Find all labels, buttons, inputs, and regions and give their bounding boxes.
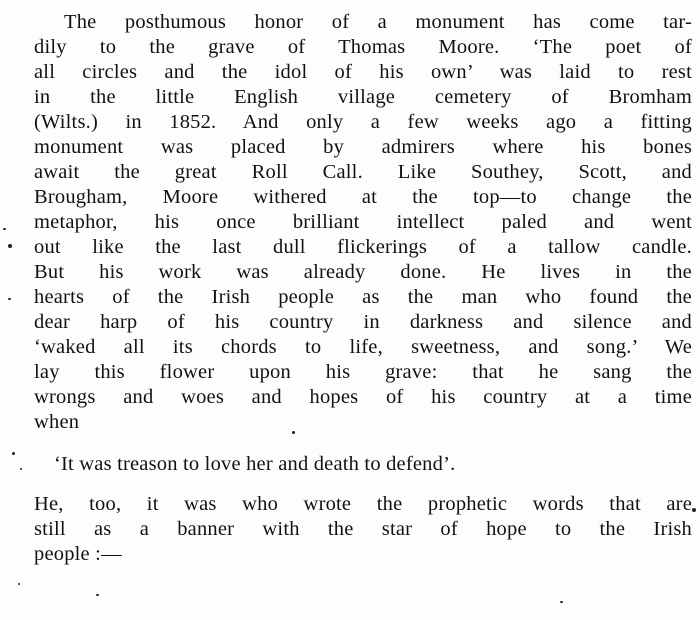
scan-speck: [8, 244, 12, 248]
text-line: wrongs and woes and hopes of his country at a time: [34, 386, 692, 408]
text-line: when: [34, 411, 80, 433]
scan-speck: [96, 594, 99, 596]
scan-speck: [692, 508, 696, 512]
text-line: But his work was already done. He lives in the: [34, 261, 692, 283]
text-line: hearts of the Irish people as the man who found the: [34, 286, 692, 308]
text-line: Brougham, Moore withered at the top—to change the: [34, 186, 692, 208]
text-line: people :—: [34, 543, 122, 565]
text-line: (Wilts.) in 1852. And only a few weeks ago a fitting: [34, 111, 692, 133]
text-line: await the great Roll Call. Like Southey, Scott, and: [34, 161, 692, 183]
scan-speck: [292, 431, 295, 434]
text-line: metaphor, his once brilliant intellect paled and went: [34, 211, 692, 233]
text-line: dily to the grave of Thomas Moore. ‘The poet of: [34, 36, 692, 58]
text-line: lay this flower upon his grave: that he sang the: [34, 361, 692, 383]
text-line: ‘waked all its chords to life, sweetness, and song.’ We: [34, 336, 692, 358]
scan-speck: [18, 583, 20, 585]
text-line: dear harp of his country in darkness and silence and: [34, 311, 692, 333]
quotation: ‘It was treason to love her and death to defend’.: [54, 453, 456, 475]
scan-speck: [8, 298, 11, 300]
scan-speck: [12, 452, 15, 455]
scan-speck: [560, 601, 563, 603]
text-line: in the little English village cemetery of Bromham: [34, 86, 692, 108]
scan-speck: [3, 228, 6, 230]
text-line: The posthumous honor of a monument has come tar-: [64, 11, 692, 33]
scan-speck: [20, 468, 22, 470]
text-line: He, too, it was who wrote the prophetic words that are: [34, 493, 692, 515]
text-line: out like the last dull flickerings of a tallow candle.: [34, 236, 692, 258]
text-line: monument was placed by admirers where his bones: [34, 136, 692, 158]
text-line: all circles and the idol of his own’ was laid to rest: [34, 61, 692, 83]
text-line: still as a banner with the star of hope to the Irish: [34, 518, 692, 540]
